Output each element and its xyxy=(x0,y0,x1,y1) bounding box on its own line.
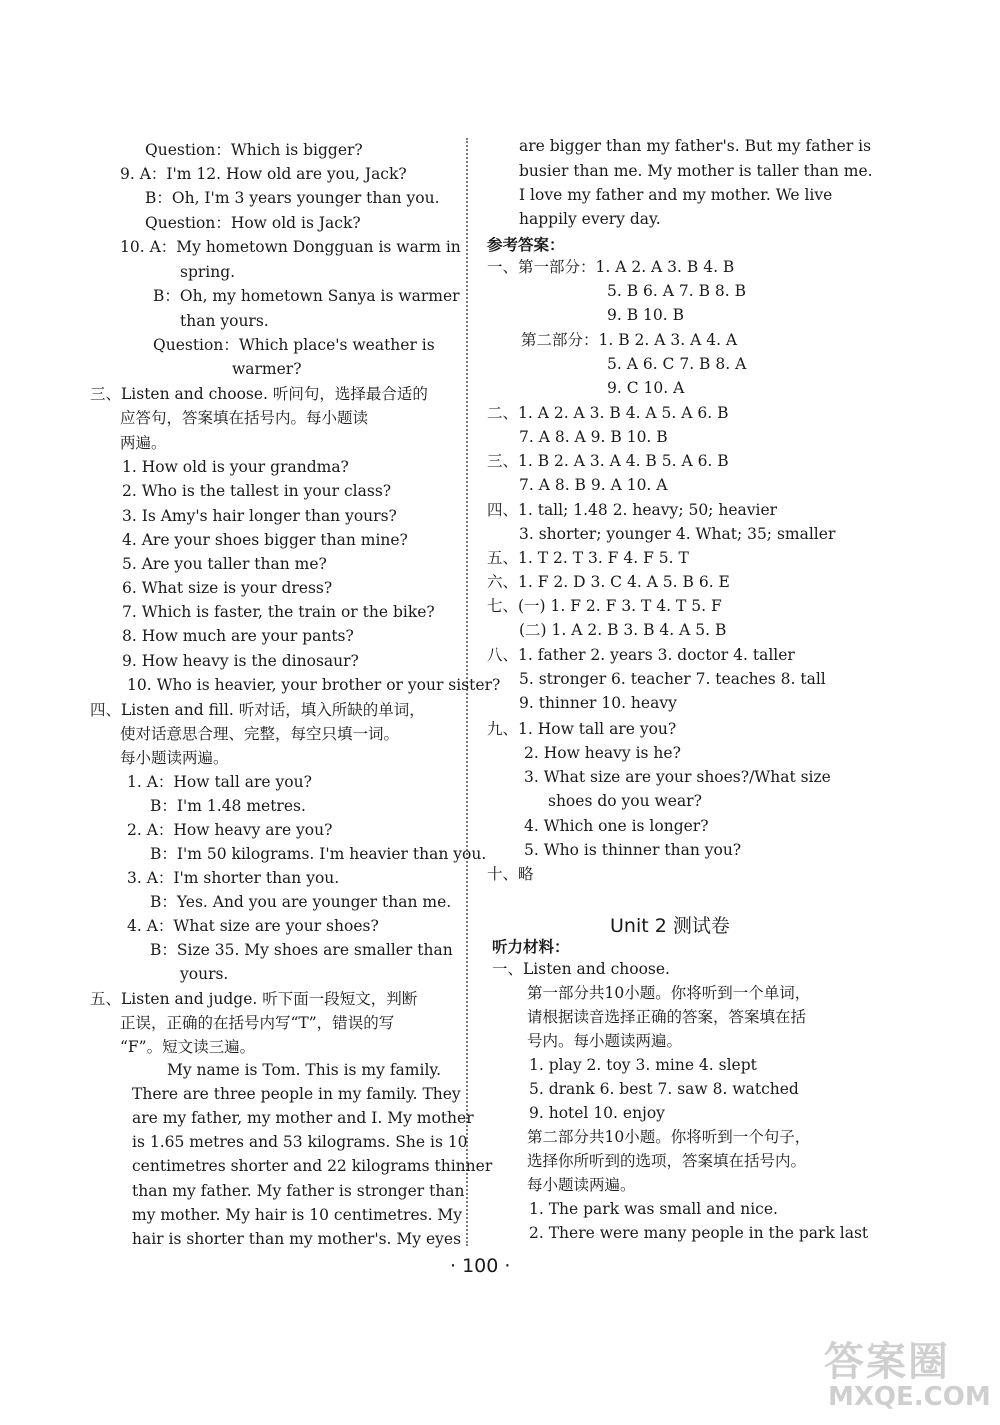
right-text-line: 5. A 6. C 7. B 8. A xyxy=(607,355,747,373)
left-text-line: is 1.65 metres and 53 kilograms. She is 10 xyxy=(132,1133,468,1151)
left-text-line: 使对话意思合理、完整，每空只填一词。 xyxy=(120,725,400,743)
left-text-line: 8. How much are your pants? xyxy=(122,627,354,645)
left-text-line: B：Oh, my hometown Sanya is warmer xyxy=(153,287,460,305)
right-text-line: 第二部分：1. B 2. A 3. A 4. A xyxy=(521,331,738,349)
right-text-line: 9. B 10. B xyxy=(607,306,685,324)
left-text-line: 2. Who is the tallest in your class? xyxy=(122,482,392,500)
left-text-line: B：Yes. And you are younger than me. xyxy=(150,893,452,911)
right-text-line: 9. hotel 10. enjoy xyxy=(529,1104,665,1122)
left-text-line: my mother. My hair is 10 centimetres. My xyxy=(132,1206,463,1224)
left-text-line: 4. A：What size are your shoes? xyxy=(127,917,379,935)
left-text-line: than my father. My father is stronger than xyxy=(132,1182,465,1200)
right-text-line: I love my father and my mother. We live xyxy=(519,186,833,204)
left-text-line: 三、Listen and choose. 听问句，选择最合适的 xyxy=(90,385,428,403)
left-text-line: Question：How old is Jack? xyxy=(145,214,361,232)
left-text-line: Question：Which place's weather is xyxy=(153,336,435,354)
left-text-line: spring. xyxy=(180,263,236,281)
right-text-line: 每小题读两遍。 xyxy=(527,1176,636,1194)
right-text-line: 2. There were many people in the park last xyxy=(529,1224,869,1242)
left-text-line: My name is Tom. This is my family. xyxy=(167,1061,442,1079)
left-text-line: 正误，正确的在括号内写“T”，错误的写 xyxy=(120,1014,395,1032)
page-number: · 100 · xyxy=(450,1255,511,1277)
left-text-line: B：Size 35. My shoes are smaller than xyxy=(150,941,453,959)
right-text-line: 七、(一) 1. F 2. F 3. T 4. T 5. F xyxy=(487,597,722,615)
left-text-line: warmer? xyxy=(232,360,302,378)
left-text-line: 3. A：I'm shorter than you. xyxy=(127,869,340,887)
right-text-line: 5. drank 6. best 7. saw 8. watched xyxy=(529,1080,799,1098)
right-text-line: 九、1. How tall are you? xyxy=(487,720,677,738)
right-text-line: 五、1. T 2. T 3. F 4. F 5. T xyxy=(487,549,689,567)
unit-title: Unit 2 测试卷 xyxy=(610,915,730,937)
right-text-line: 一、第一部分：1. A 2. A 3. B 4. B xyxy=(487,258,735,276)
right-text-line: 9. C 10. A xyxy=(607,379,685,397)
right-text-line: 7. A 8. B 9. A 10. A xyxy=(519,476,668,494)
left-text-line: 应答句，答案填在括号内。每小题读 xyxy=(120,409,369,427)
left-text-line: 五、Listen and judge. 听下面一段短文，判断 xyxy=(90,990,418,1008)
left-text-line: 两遍。 xyxy=(120,434,167,452)
right-text-line: 5. Who is thinner than you? xyxy=(524,841,742,859)
right-text-line: are bigger than my father's. But my father is xyxy=(519,137,872,155)
right-text-line: 二、1. A 2. A 3. B 4. A 5. A 6. B xyxy=(487,404,729,422)
left-text-line: 1. A：How tall are you? xyxy=(127,773,312,791)
right-text-line: shoes do you wear? xyxy=(548,792,702,810)
right-text-line: 六、1. F 2. D 3. C 4. A 5. B 6. E xyxy=(487,573,730,591)
right-text-line: 一、Listen and choose. xyxy=(492,960,670,978)
right-text-line: 5. stronger 6. teacher 7. teaches 8. tall xyxy=(519,670,826,688)
right-text-line: 选择你所听到的选项，答案填在括号内。 xyxy=(527,1152,807,1170)
watermark-logo xyxy=(820,1330,990,1420)
left-text-line: 7. Which is faster, the train or the bike? xyxy=(122,603,435,621)
watermark-url: MXQE.COM xyxy=(828,1382,991,1412)
right-text-line: 请根据读音选择正确的答案，答案填在括 xyxy=(527,1008,807,1026)
right-text-line: happily every day. xyxy=(519,210,661,228)
left-text-line: B：I'm 1.48 metres. xyxy=(150,797,306,815)
left-text-line: 5. Are you taller than me? xyxy=(122,555,327,573)
right-text-line: 4. Which one is longer? xyxy=(524,817,709,835)
left-text-line: “F”。短文读三遍。 xyxy=(120,1038,256,1056)
left-text-line: 10. A：My hometown Dongguan is warm in xyxy=(120,238,461,256)
left-text-line: B：Oh, I'm 3 years younger than you. xyxy=(145,189,440,207)
left-text-line: 9. How heavy is the dinosaur? xyxy=(122,652,359,670)
left-text-line: than yours. xyxy=(180,312,269,330)
right-text-line: 3. What size are your shoes?/What size xyxy=(524,768,831,786)
left-text-line: 每小题读两遍。 xyxy=(120,749,229,767)
left-text-line: centimetres shorter and 22 kilograms thinner xyxy=(132,1157,493,1175)
right-text-line: busier than me. My mother is taller than me. xyxy=(519,162,873,180)
left-text-line: yours. xyxy=(180,965,229,983)
right-text-line: 第二部分共10小题。你将听到一个句子， xyxy=(527,1128,811,1146)
left-text-line: 四、Listen and fill. 听对话，填入所缺的单词， xyxy=(90,701,425,719)
watermark-text: 答案圈 xyxy=(824,1339,950,1385)
left-text-line: 6. What size is your dress? xyxy=(122,579,333,597)
left-text-line: 1. How old is your grandma? xyxy=(122,458,349,476)
right-text-line: 参考答案： xyxy=(487,236,565,254)
left-text-line: 2. A：How heavy are you? xyxy=(127,821,333,839)
right-text-line: 1. play 2. toy 3. mine 4. slept xyxy=(529,1056,757,1074)
right-text-line: 听力材料： xyxy=(492,938,570,956)
right-text-line: 5. B 6. A 7. B 8. B xyxy=(607,282,747,300)
right-text-line: 3. shorter; younger 4. What; 35; smaller xyxy=(519,525,836,543)
right-text-line: 9. thinner 10. heavy xyxy=(519,694,677,712)
left-text-line: B：I'm 50 kilograms. I'm heavier than you. xyxy=(150,845,487,863)
right-text-line: 2. How heavy is he? xyxy=(524,744,681,762)
left-text-line: 4. Are your shoes bigger than mine? xyxy=(122,531,408,549)
right-text-line: 第一部分共10小题。你将听到一个单词， xyxy=(527,984,811,1002)
right-text-line: 三、1. B 2. A 3. A 4. B 5. A 6. B xyxy=(487,452,729,470)
right-text-line: 八、1. father 2. years 3. doctor 4. taller xyxy=(487,646,795,664)
left-text-line: Question：Which is bigger? xyxy=(145,141,363,159)
left-text-line: hair is shorter than my mother's. My eyes xyxy=(132,1230,462,1248)
right-text-line: 号内。每小题读两遍。 xyxy=(527,1032,683,1050)
left-text-line: 10. Who is heavier, your brother or your sister? xyxy=(127,676,501,694)
right-text-line: 四、1. tall; 1.48 2. heavy; 50; heavier xyxy=(487,501,778,519)
right-text-line: 十、略 xyxy=(487,865,534,883)
left-text-line: are my father, my mother and I. My mother xyxy=(132,1109,474,1127)
right-text-line: 1. The park was small and nice. xyxy=(529,1200,778,1218)
left-text-line: There are three people in my family. They xyxy=(132,1085,461,1103)
left-text-line: 9. A：I'm 12. How old are you, Jack? xyxy=(120,165,407,183)
right-text-line: (二) 1. A 2. B 3. B 4. A 5. B xyxy=(519,621,727,639)
right-text-line: 7. A 8. A 9. B 10. B xyxy=(519,428,668,446)
left-text-line: 3. Is Amy's hair longer than yours? xyxy=(122,507,397,525)
